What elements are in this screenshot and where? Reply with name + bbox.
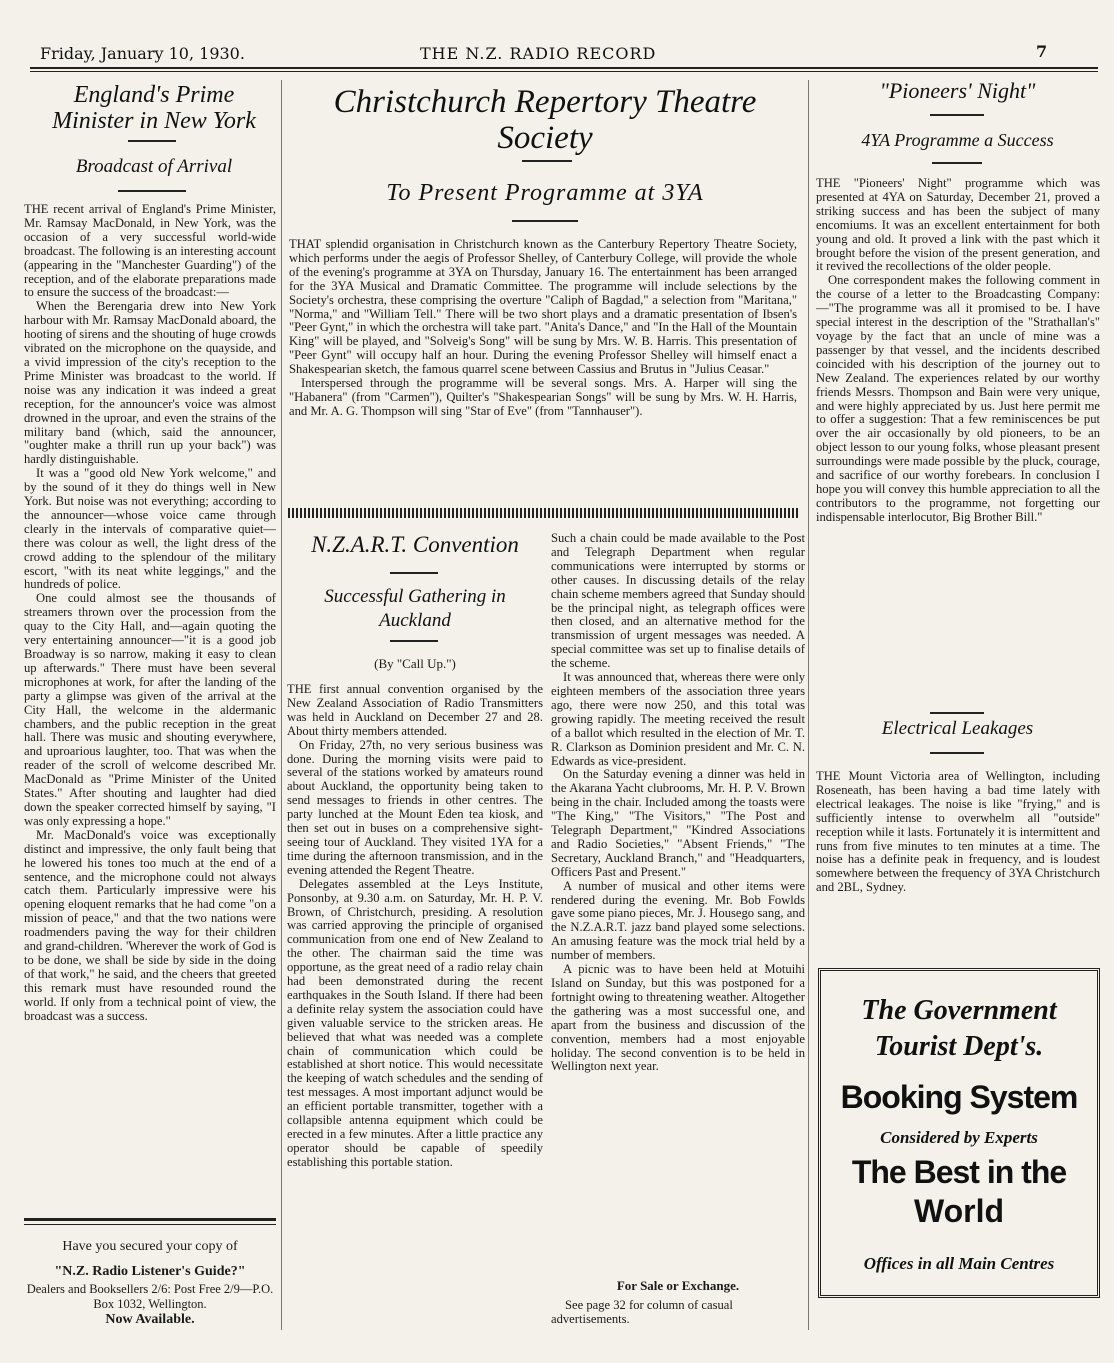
column-rule-1	[281, 80, 282, 1330]
column-rule-2	[808, 80, 809, 1330]
sale-title: For Sale or Exchange.	[616, 1278, 740, 1293]
nzart-b-p1: Such a chain could be made available to the Post and Telegraph Department when regular communications were interrupted by storms or other causes. In discussing details of the relay chain scheme members agreed that Sunday should be the principal night, as telegraph offices were then closed, and an alternative method for the transmission of urgent messages was needed. A special committee was set up to finalise details of the scheme.	[551, 532, 805, 671]
england-p3: It was a "good old New York welcome," and by the sound of it they do things well in New York. But noise was not everything; according to the announcer—whose voice came through clearly in the intervals of comparative quiet—there was colour as well, the light dress of the crowd adding to the splendour of the military escort, "with its neat white leggings," and the hundreds of police.	[24, 466, 276, 592]
nzart-b-p3: On the Saturday evening a dinner was held in the Akarana Yacht clubrooms, Mr. H. P. V. Brown being in the chair. Included among the toasts were "The King," "The Visitors," "The Post and Telegraph Department," "Kindred Associations and Radio Societies," "Absent Friends," "The Secretary, Auckland Branch," and "Headquarters, Officers Past and Present."	[551, 767, 805, 879]
christchurch-subtitle-rule	[512, 220, 578, 222]
nzart-b-p2: It was announced that, whereas there were only eighteen members of the association three years ago, there were now 250, and this total was growing rapidly. The meeting received the result of a ballot which resulted in the election of Mr. T. R. Clarkson as Dominion president and Mr. C. N. Edwards as vice-president.	[551, 670, 805, 768]
nzart-title: N.Z.A.R.T. Convention	[311, 532, 519, 557]
england-subtitle: Broadcast of Arrival	[75, 156, 233, 177]
england-subtitle-rule	[118, 190, 186, 192]
leakages-title-rule	[930, 752, 984, 754]
england-title: England's Prime Minister in New York	[52, 82, 256, 134]
pioneers-subtitle: 4YA Programme a Success	[861, 130, 1054, 150]
nzart-b-p5: A picnic was to have been held at Motuihi Island on Sunday, but this was postponed for a fortnight owing to threatening weather. Altogether the gathering was a most successful one, and apart from the business and discussion of the convention, members had a most enjoyable holiday. The second convention is to be held in Wellington next year.	[551, 962, 805, 1074]
guide-ad-rule-top-thin	[24, 1224, 276, 1225]
sale-text: See page 32 for column of casual advertisements.	[551, 1298, 733, 1326]
tourist-ad-line2: Tourist Dept's.	[874, 1031, 1044, 1062]
header-rule-thin	[30, 71, 1098, 72]
nzart-subtitle: Successful Gathering in Auckland	[324, 586, 506, 631]
tourist-ad-line7: Offices in all Main Centres	[863, 1254, 1055, 1273]
guide-ad-line2: "N.Z. Radio Listener's Guide?"	[54, 1264, 246, 1279]
nzart-byline: (By "Call Up.")	[374, 656, 456, 671]
leakages-body	[816, 770, 1100, 950]
nzart-subtitle-rule	[390, 640, 438, 642]
tourist-ad-line6: World	[913, 1193, 1005, 1229]
nzart-a-p1: THE first annual convention organised by the New Zealand Association of Radio Transmitters was held in Auckland on December 27 and 28. About thirty members attended.	[287, 683, 543, 738]
nzart-title-rule	[390, 572, 438, 574]
nzart-a-p3: Delegates assembled at the Leys Institute, Ponsonby, at 9.30 a.m. on Saturday, Mr. H. P. V. Brown, of Christchurch, presiding. A resolution was carried approving the principle of organised communication from one end of New Zealand to the other. The chairman said the time was opportune, as the great need of a radio relay chain had been demonstrated during the recent earthquakes in the South Island. If there had been a definite relay system the association could have given valuable service to the stricken areas. He believed that what was needed was a complete chain of communication which could be established at short notice. This would necessitate the keeping of watch schedules and the sending of test messages. A most important adjunct would be an efficient portable transmitter, together with a collapsible antenna equipment which could be erected in a few minutes. After a little practice any operator should be capable of speedily establishing this portable station.	[287, 876, 543, 1169]
england-p5: Mr. MacDonald's voice was exceptionally distinct and impressive, the only fault being that he lowered his tones too much at the end of a sentence, and the microphone could not always catch them. Particularly impressive were his opening eloquent remarks that he had come "on a mission of peace," and that the two nations were roadmenders paving the way for their children and grand-children. 'Wherever the work of God is to be done, we shall be side by side in the doing of that work," he said, and the cheers that greeted this remark must have resounded round the world. If only from a technical point of view, the broadcast was a success.	[24, 827, 276, 1023]
pioneers-title-rule	[930, 114, 984, 116]
england-body	[24, 203, 276, 1208]
header-date: Friday, January 10, 1930.	[40, 44, 245, 63]
guide-ad-line3: Dealers and Booksellers 2/6: Post Free 2/9—P.O. Box 1032, Wellington.	[26, 1282, 274, 1311]
christchurch-title-rule	[522, 160, 572, 162]
england-p4: One could almost see the thousands of streamers thrown over the procession from the quay to the City Hall, and—again quoting the very entertaining announcer—"it is a good job Broadway is so narrow, making it easy to clean up afterwards." There must have been several microphones at work, for after the landing of the party a glimpse was given of the arrival at the City Hall, the welcome in the aldermanic chambers, and the public reception in the great hall. There was music and shouting everywhere, and uproarious laughter, too. That was when the reader of the scroll of welcome described Mr. MacDonald as "Prime Minister of the United States." After shouting and laughter had died down the speaker corrected himself by saying, "I was only expressing a hope."	[24, 591, 276, 828]
header-rule	[30, 67, 1098, 69]
masthead: THE N.Z. RADIO RECORD	[420, 44, 657, 63]
tourist-ad-line1: The Government	[861, 995, 1057, 1026]
christchurch-p1: THAT splendid organisation in Christchurch known as the Canterbury Repertory Theatre Society, which performs under the aegis of Professor Shelley, of Canterbury College, will provide the whole of the evening's programme at 3YA on Thursday, January 16. The entertainment has been arranged for the 3YA Musical and Dramatic Committee. The programme will include selections by the Society's orchestra, these comprising the overture "Caliph of Bagdad," a selection from "Maritana," "Norma," and "William Tell." There will be two short plays and a dramatic presentation of Ibsen's "Peer Gynt," in which the orchestra will take part. "Anita's Dance," and "In the Hall of the Mountain King" will be played, and "Solveig's Song" will be sung by Mrs. W. B. Harris. This presentation of "Peer Gynt" will occupy half an hour. During the evening Professor Shelley will himself enact a Shakespearian sketch, the famous quarrel scene between Cassius and Brutus in "Julius Ceasar."	[289, 238, 797, 377]
christchurch-body	[289, 238, 797, 498]
tourist-ad-line4: Considered by Experts	[880, 1128, 1038, 1147]
nzart-body-b	[551, 532, 805, 1272]
nzart-b-p4: A number of musical and other items were rendered during the evening. Mr. Bob Fowlds gave some piano pieces, Mr. J. Housego sang, and the N.Z.A.R.T. jazz band played some selections. An amusing feature was the mock trial held by a number of members.	[551, 878, 805, 963]
pioneers-body	[816, 177, 1100, 712]
england-p2: When the Berengaria drew into New York harbour with Mr. Ramsay MacDonald aboard, the hooting of sirens and the shouting of huge crowds vibrated on the microphone on the quayside, and a vivid impression of the city's reception to the Prime Minister was broadcast to the world. If noise was any indication it was indeed a great reception, for the announcer's voice was almost drowned in the uproar, and even the strains of the military band (which, said the announcer, "oughter make a thrill run up your back") was hardly distinguishable.	[24, 299, 276, 467]
christchurch-title: Christchurch Repertory Theatre Society	[333, 84, 757, 156]
tourist-ad-line3: Booking System	[840, 1079, 1078, 1115]
guide-ad-line1: Have you secured your copy of	[62, 1239, 238, 1254]
guide-ad-line4: Now Available.	[105, 1312, 195, 1327]
pioneers-p1: THE "Pioneers' Night" programme which was presented at 4YA on Saturday, December 21, proved a striking success and has been the subject of many encomiums. It was an excellent entertainment for both young and old. It proved a link with the past which it brought before the vision of the present generation, and it revived the recollections of the older people.	[816, 177, 1100, 274]
tourist-ad-line5: The Best in the	[851, 1154, 1067, 1190]
page-number: 7	[1036, 42, 1048, 61]
leakages-top-rule	[930, 712, 984, 714]
leakages-p1: THE Mount Victoria area of Wellington, including Roseneath, has been having a bad time lately with electrical leakages. The noise is like "frying," and is sufficiently intense to overwhelm all "outside" reception while it lasts. Fortunately it is intermittent and runs from five minutes to ten minutes at a time. The noise has a definite peak in frequency, and is loudest somewhere between the frequency of 3YA Christchurch and 2BL, Sydney.	[816, 770, 1100, 895]
england-p1: THE recent arrival of England's Prime Minister, Mr. Ramsay MacDonald, in New York, was the occasion of a very successful world-wide broadcast. The following is an interesting account (appearing in the "Manchester Guarding") of the reception, and of the elaborate preparations made to ensure the success of the broadcast:—	[24, 203, 276, 300]
christchurch-subtitle: To Present Programme at 3YA	[386, 180, 704, 206]
pioneers-subtitle-rule	[932, 162, 982, 164]
christchurch-p2: Interspersed through the programme will be several songs. Mrs. A. Harper will sing the "Habanera" (from "Carmen"), Quilter's "Shakespearian Songs" will be sung by Mrs. W. H. Harris, and Mr. A. G. Thompson will sing "Star of Eve" (from "Tannhauser").	[289, 376, 797, 418]
leakages-title: Electrical Leakages	[881, 718, 1034, 739]
nzart-body-a	[287, 683, 543, 1338]
pioneers-p2: One correspondent makes the following comment in the course of a letter to the Broadcasting Company:—"The programme was all it promised to be. I have special interest in the description of the "Strathallan's" voyage by the fact that an uncle of mine was a passenger by that vessel, and the incidents described coincided with his description of the journey out to New Zealand. The experiences related by our worthy friends Messrs. Thompson and Bain were very unique, and were highly appreciated by us. Just here permit me to offer a suggestion: That a few reminiscences be put over the air occasionally by old pioneers, to be an object lesson to our young folks, whose pleasant present surroundings were made possible by the pluck, courage, and sacrifice of our worthy forebears. In conclusion I hope you will convey this humble appreciation to all the contributors to the programme, not forgetting our indispensable interlocutor, Big Brother Bill."	[816, 273, 1100, 524]
england-title-rule	[128, 140, 176, 142]
nzart-a-p2: On Friday, 27th, no very serious business was done. During the morning visits were paid to several of the stations worked by amateurs round about Auckland, the opportunity being taken to send messages to friends in other centres. The party lunched at the Mount Eden tea kiosk, and then set out in buses on a comprehensive sight-seeing tour of Auckland. They visited 1YA for a time during the afternoon transmission, and in the evening attended the Regent Theatre.	[287, 737, 543, 877]
pioneers-title: "Pioneers' Night"	[879, 78, 1036, 103]
guide-ad-rule-top	[24, 1218, 276, 1221]
separator-bar	[288, 508, 800, 518]
tourist-ad	[818, 968, 1100, 1298]
